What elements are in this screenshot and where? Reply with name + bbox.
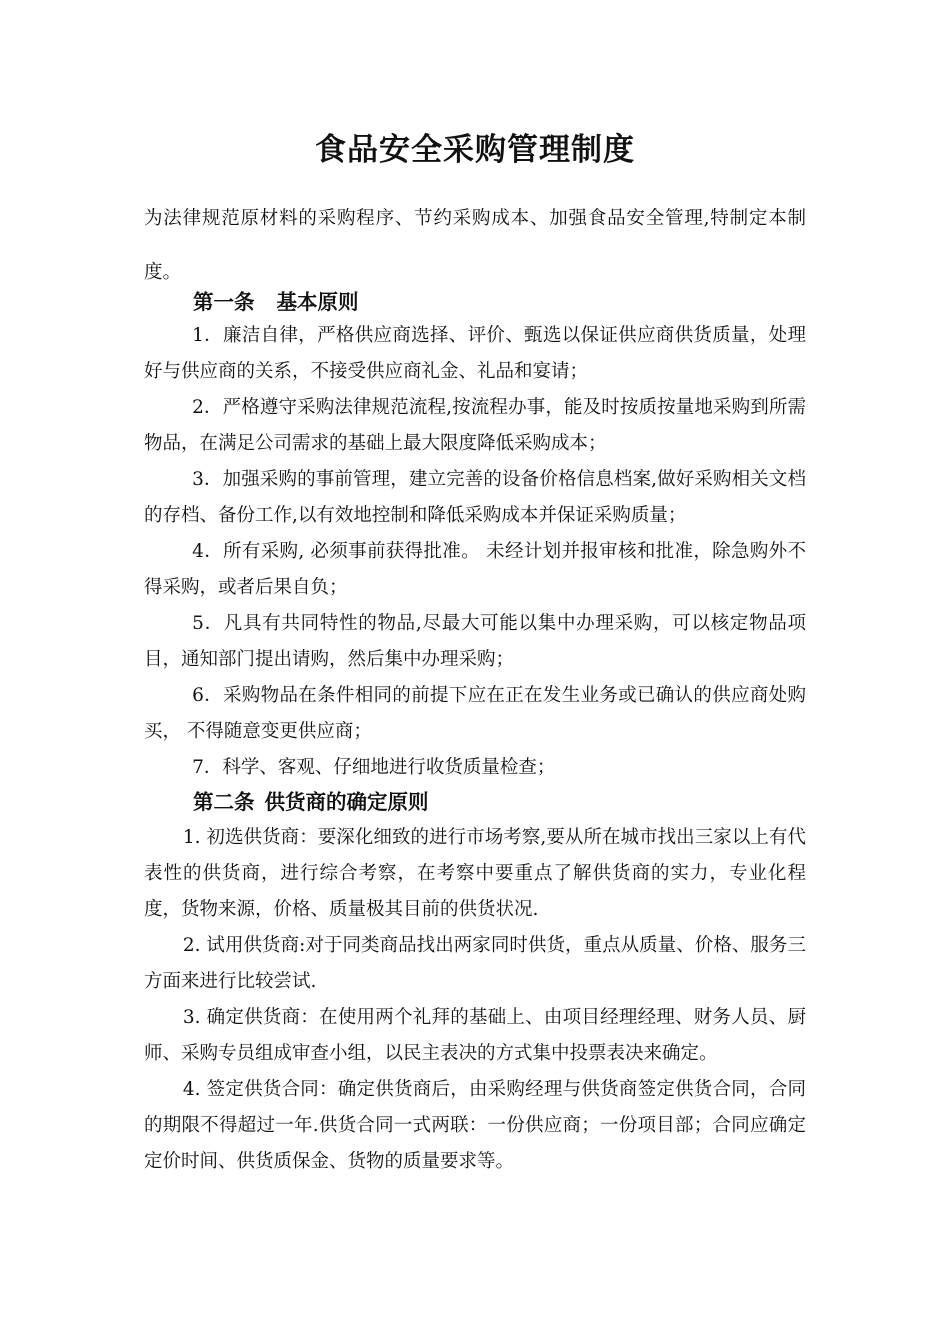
section-1-item-2: 2．严格遵守采购法律规范流程,按流程办事，能及时按质按量地采购到所需物品，在满足公司需求的基础上最大限度降低采购成本；: [144, 397, 806, 454]
section-2-item-1: 1. 初选供货商：要深化细致的进行市场考察,要从所在城市找出三家以上有代表性的供货商，进行综合考察，在考察中要重点了解供货商的实力，专业化程度，货物来源，价格、质量极其目前的供货状况.: [144, 827, 806, 920]
section-2-item-3: 3. 确定供货商：在使用两个礼拜的基础上、由项目经理经理、财务人员、厨师、采购专员组成审查小组，以民主表决的方式集中投票表决来确定。: [144, 1007, 806, 1064]
section-2-item-2: 2. 试用供货商:对于同类商品找出两家同时供货，重点从质量、价格、服务三方面来进行比较尝试.: [144, 935, 806, 992]
section-1-heading: [193, 284, 359, 320]
section-1-item-6: 6．采购物品在条件相同的前提下应在正在发生业务或已确认的供应商处购买， 不得随意变更供应商；: [144, 685, 806, 742]
section-2-heading: [193, 784, 429, 820]
section-1-number: 第一条: [193, 290, 255, 314]
section-1-item-3: 3．加强采购的事前管理，建立完善的设备价格信息档案,做好采购相关文档的存档、备份工作,以有效地控制和降低采购成本并保证采购质量；: [144, 469, 806, 526]
section-2-title: 供货商的确定原则: [264, 790, 429, 814]
section-1-item-4: 4．所有采购, 必须事前获得批准。 未经计划并报审核和批准，除急购外不得采购，或者后果自负；: [144, 541, 806, 598]
document-title: 食品安全采购管理制度: [315, 132, 635, 168]
section-1-item-5: 5．凡具有共同特性的物品,尽最大可能以集中办理采购，可以核定物品项目，通知部门提出请购，然后集中办理采购；: [144, 613, 806, 670]
section-2-item-4: 4. 签定供货合同：确定供货商后，由采购经理与供货商签定供货合同，合同的期限不得超过一年.供货合同一式两联：一份供应商；一份项目部；合同应确定定价时间、供货质保金、货物的质量要求等。: [144, 1079, 806, 1172]
section-1-title: 基本原则: [276, 290, 359, 314]
section-1-item-7: 7．科学、客观、仔细地进行收货质量检查；: [192, 757, 556, 778]
section-2-number: 第二条: [193, 790, 255, 814]
intro-paragraph: 为法律规范原材料的采购程序、节约采购成本、加强食品安全管理,特制定本制度。: [144, 208, 806, 283]
section-1-item-1: 1．廉洁自律，严格供应商选择、评价、甄选以保证供应商供货质量，处理好与供应商的关系，不接受供应商礼金、礼品和宴请；: [144, 325, 806, 382]
